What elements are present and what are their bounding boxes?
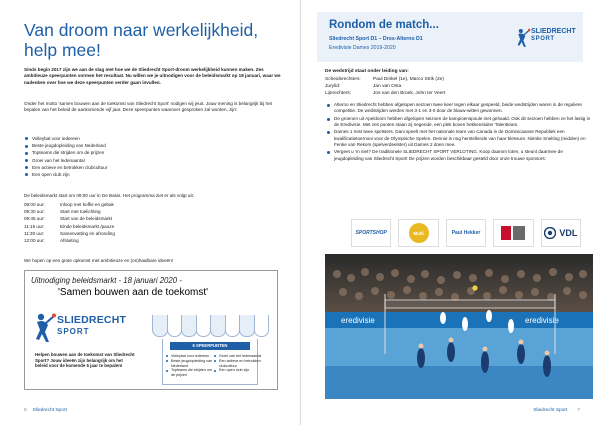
- schedule-time: 09:45 uur:: [24, 216, 45, 222]
- footer-label: Sliedrecht Sport: [533, 408, 568, 413]
- motto-paragraph: Onder het motto 'samen bouwen aan de toekomst van Sliedrecht Sport' nodigen wij jeuit. Jouw mening is belangrijk bij het bepalen van het beleid de aankomende vijf jaar. Deze speerpunten waarover gesproken zal worden, zijn:: [24, 101, 272, 113]
- list-item: Dames 1 mist twee spelsters. Dani speelt met het nationale team van Canada in de Dominicaanse Republiek een kwalificatietoernooi voor de Olympische Spelen. Dennie is nog herstellende van haar blessure. Nienke Snelting (midden) en Fenke van Rekom (spelverdeelster) uit Dames 2 doen mee.: [325, 129, 591, 148]
- list-item: Beste jeugdopleiding van Nederland: [24, 142, 286, 149]
- schedule-row: [24, 215, 224, 222]
- list-item: Groei van het ledenaantal: [214, 354, 264, 359]
- schedule-time: 09:00 uur:: [24, 202, 45, 207]
- volleyball-player-icon: [517, 26, 531, 50]
- schedule-item: Samenvatting en afronding: [60, 230, 115, 236]
- intro-paragraph: Sinds begin 2017 zijn we aan de slag met hoe we de Sliedrecht Sport-droom werkelijkheid kunnen maken. Zes ambitieuze speerpunten vormen het resultaat. Nu willen we je uitnodigen voor de beleidsmarkt op 18 januari, waar we nadenken over hoe we deze speerpunten verder gaan invullen.: [24, 67, 281, 85]
- match-header: [317, 12, 583, 62]
- schedule-row: [24, 237, 224, 244]
- flyer-blurb: Helpen bouwen aan de toekomst van Sliedrecht Sport? Jouw ideeën zijn belangrijk om het beleid voor de komende 5 jaar te bepalen!: [35, 352, 135, 369]
- list-item: Een open club zijn: [214, 368, 264, 373]
- list-item: Een open club zijn: [24, 171, 286, 178]
- match-competition: Eredivisie Dames 2019-2020: [329, 45, 396, 51]
- page-number: 7: [577, 408, 580, 413]
- volleyball-player-icon: [35, 313, 57, 343]
- official-names: Paul Dinkel (1e), Marco Strik (2e): [373, 77, 444, 82]
- page-footer: [533, 408, 580, 413]
- svg-text:eredivisie: eredivisie: [341, 316, 375, 325]
- sponsor-logo: [351, 219, 391, 247]
- list-item: Alterno en Sliedrecht hebben afgelopen seizoen twee keer tegen elkaar gespeeld, beide wedstrijden waren in de reguliere competitie. De wedstrijden werden met 3-1 en 3-0 door de blauw-witten gewonnen.: [325, 102, 591, 115]
- schedule-item: Start van de beleidsmarkt: [60, 216, 113, 222]
- list-item: Volleybal voor iedereen: [24, 135, 286, 142]
- match-title: Rondom de match...: [329, 19, 439, 31]
- logo-subtext: SPORT: [531, 36, 555, 42]
- list-item: Volleybal voor iedereen: [166, 354, 216, 359]
- page-title: Van droom naar werkelijkheid, help mee!: [24, 20, 259, 60]
- page-footer: [24, 408, 67, 413]
- flyer-heading: Uitnodiging beleidsmarkt - 18 januari 2020 -: [31, 276, 182, 285]
- invitation-flyer: [24, 270, 278, 390]
- vdl-mark-icon: [544, 227, 556, 239]
- sponsor-logo: [493, 219, 533, 247]
- program-intro: De beleidsmarkt start om 09:00 uur in De Basis. Het programma ziet er als volgt uit:: [24, 193, 195, 198]
- schedule-row: [24, 230, 224, 237]
- sponsor-logos: [351, 219, 581, 247]
- logo-subtext: SPORT: [57, 327, 90, 336]
- schedule-item: Inloop met koffie en gebak: [60, 202, 114, 207]
- svg-text:eredivisie: eredivisie: [525, 316, 559, 325]
- page-number: 6: [24, 408, 27, 413]
- list-item: Topteams die strijden om de prijzen: [24, 149, 286, 156]
- right-page: [300, 0, 600, 425]
- list-item: Vergeet u 'm niet? De traditionele SLIEDRECHT SPORT VERLOTING. Koop daarom loten, u steunt daarmee de jeugdopleiding van Sliedrecht Sport! De prijzen worden beschikbaar gesteld door onze trouwe sponsors:: [325, 149, 591, 162]
- awning: [152, 315, 268, 337]
- list-item: De groenen uit Apeldoorn hebben afgelopen seizoen de kampioenspoule niet gehaald. Ook dit seizoen hebben ze het lastig in de Eredivisie. Met zes punten staan zij negende, een plek boven hekkensluiter Talentteam.: [325, 116, 591, 129]
- shop-list-left: [166, 354, 216, 378]
- sponsor-name: Multi: [409, 223, 429, 243]
- official-row: [325, 76, 575, 83]
- officials-list: [325, 76, 575, 97]
- sponsor-logo: [541, 219, 581, 247]
- sponsor-name: SPORTSHOP: [355, 230, 387, 236]
- schedule-item: Start met toelichting: [60, 209, 101, 215]
- schedule-row: [24, 201, 224, 208]
- sponsor-mark-icon: [500, 224, 526, 242]
- official-row: [325, 83, 575, 90]
- list-item: Een actieve en betrokken clubcultuur: [24, 164, 286, 171]
- shop-sign: 6 SPEERPUNTEN: [170, 342, 250, 350]
- official-names: Jos van den Broek, John ter Veert: [373, 91, 446, 96]
- sponsor-logo: [446, 219, 486, 247]
- club-logo: [517, 21, 579, 55]
- official-row: [325, 90, 575, 97]
- match-photo: [325, 254, 593, 399]
- schedule-time: 09:30 uur:: [24, 209, 45, 215]
- schedule-row: [24, 223, 224, 230]
- program-schedule: [24, 201, 224, 244]
- shop-illustration: [152, 315, 268, 385]
- club-logo: [35, 315, 127, 347]
- official-role: Lijnrechters:: [325, 91, 352, 96]
- logo-text: SLIEDRECHT: [57, 314, 127, 326]
- schedule-row: [24, 208, 224, 215]
- official-role: Scheidsrechters:: [325, 77, 361, 82]
- officials-heading: De wedstrijd staat onder leiding van:: [325, 69, 409, 74]
- schedule-time: 11:15 uur:: [24, 223, 45, 229]
- list-item: Topteams die strijden om de prijzen: [166, 368, 216, 378]
- schedule-time: 11:30 uur:: [24, 230, 45, 236]
- official-names: Jan van Osta: [373, 84, 402, 89]
- shop-list-right: [214, 354, 264, 373]
- speerpunten-list: [24, 135, 286, 178]
- schedule-item: Afsluiting: [60, 238, 79, 244]
- logo-text: SLIEDRECHT: [531, 28, 576, 35]
- closing-line: We hopen op een grote opkomst met ambitieuze en (on)haalbare ideeën!: [24, 258, 174, 263]
- match-teams: Sliedrecht Sport D1 – Dros-Alterno D1: [329, 36, 423, 42]
- official-role: Jurylid:: [325, 84, 341, 89]
- sponsor-name: VDL: [559, 228, 578, 238]
- footer-label: Sliedrecht Sport: [32, 408, 67, 413]
- match-notes: [325, 102, 591, 163]
- schedule-time: 12:00 uur:: [24, 238, 45, 244]
- sponsor-logo: [398, 219, 438, 247]
- list-item: Beste jeugdopleiding van Nederland: [166, 359, 216, 369]
- list-item: Een actieve en betrokken clubcultuur: [214, 359, 264, 369]
- sponsor-name: Paul Hekker: [451, 230, 481, 236]
- volleyball-match-image: [325, 254, 593, 399]
- list-item: Groei van het ledenaantal: [24, 157, 286, 164]
- flyer-title: 'Samen bouwen aan de toekomst': [58, 287, 209, 298]
- schedule-item: Einde beleidsmarkt /pauze: [60, 223, 115, 229]
